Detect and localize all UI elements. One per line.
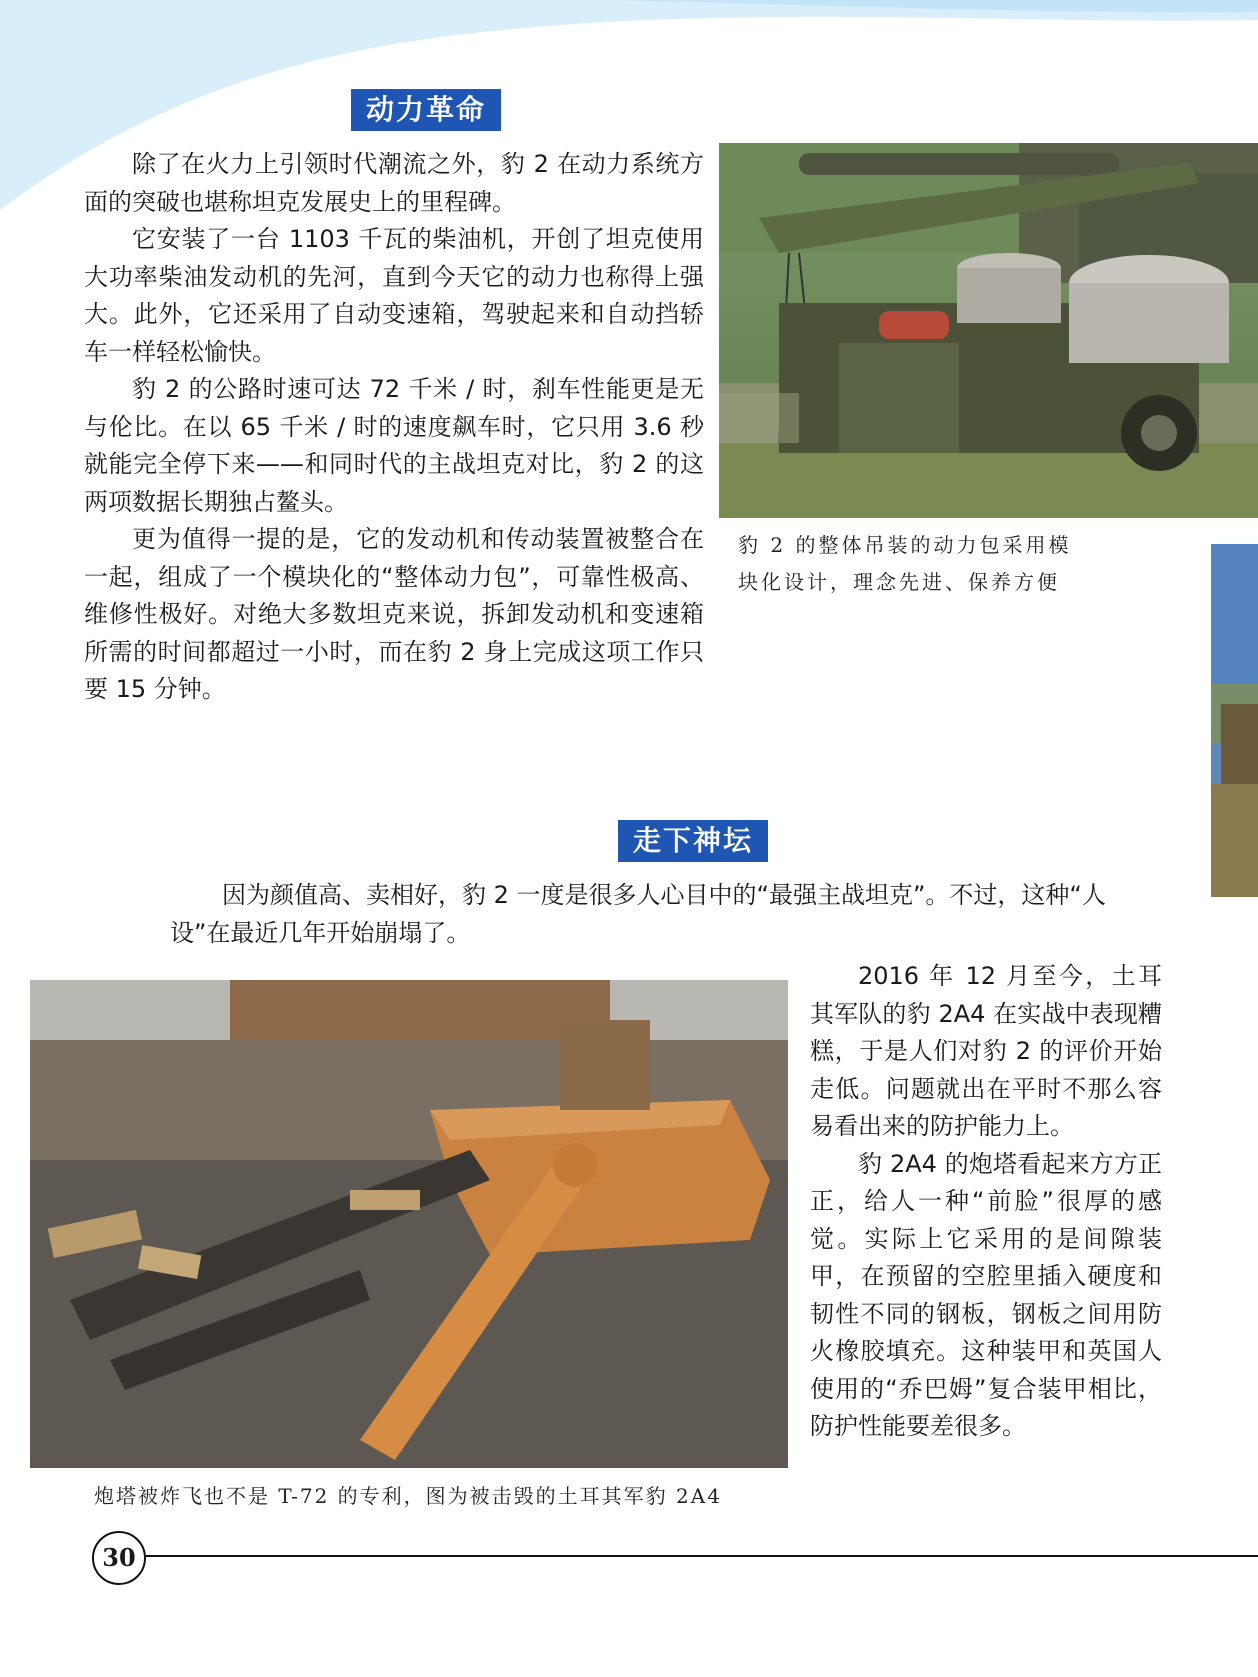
paragraph: 它安装了一台 1103 千瓦的柴油机，开创了坦克使用大功率柴油发动机的先河，直到今天它的动力也称得上强大。此外，它还采用了自动变速箱，驾驶起来和自动挡轿车一样轻松愉快。 <box>84 225 704 366</box>
destroyed-tank-caption: 炮塔被炸飞也不是 T-72 的专利，图为被击毁的土耳其军豹 2A4 <box>94 1484 722 1508</box>
destroyed-tank-photo <box>30 980 788 1468</box>
power-pack-photo <box>719 143 1258 518</box>
section-heading-fall: 走下神坛 <box>618 820 768 862</box>
power-pack-caption <box>738 527 1178 601</box>
paragraph: 2016 年 12 月至今，土耳其军队的豹 2A4 在实战中表现糟糕，于是人们对豹 2 的评价开始走低。问题就出在平时不那么容易看出来的防护能力上。 <box>810 962 1162 1140</box>
paragraph: 更为值得一提的是，它的发动机和传动装置被整合在一起，组成了一个模块化的“整体动力包”，可靠性极高、维修性极好。对绝大多数坦克来说，拆卸发动机和变速箱所需的时间都超过一小时，而在豹 2 身上完成这项工作只要 15 分钟。 <box>84 525 704 703</box>
footer-rule <box>146 1555 1258 1557</box>
power-article-text <box>84 146 704 709</box>
caption-line: 块化设计，理念先进、保养方便 <box>738 570 1060 594</box>
paragraph: 豹 2A4 的炮塔看起来方方正正，给人一种“前脸”很厚的感觉。实际上它采用的是间隙装甲，在预留的空腔里插入硬度和韧性不同的钢板，钢板之间用防火橡胶填充。这种装甲和英国人使用的“乔巴姆”复合装甲相比，防护性能要差很多。 <box>810 1149 1162 1440</box>
page-number: 30 <box>92 1531 146 1585</box>
section-heading-power: 动力革命 <box>351 89 501 131</box>
intro-line: 因为颜值高、卖相好，豹 2 一度是很多人心目中的“最强主战坦克”。不过，这种“人 <box>222 881 1106 909</box>
fall-intro-text <box>170 877 1170 952</box>
paragraph: 豹 2 的公路时速可达 72 千米 / 时，刹车性能更是无与伦比。在以 65 千米 / 时的速度飙车时，它只用 3.6 秒就能完全停下来——和同时代的主战坦克对比，豹 2 的这两项数据长期独占鳌头。 <box>84 375 704 516</box>
paragraph: 除了在火力上引领时代潮流之外，豹 2 在动力系统方面的突破也堪称坦克发展史上的里程碑。 <box>84 150 704 216</box>
caption-line: 豹 2 的整体吊装的动力包采用模 <box>738 533 1072 557</box>
fall-article-text <box>810 958 1162 1446</box>
intro-line: 设”在最近几年开始崩塌了。 <box>170 918 471 947</box>
right-edge-photo <box>1211 544 1258 897</box>
